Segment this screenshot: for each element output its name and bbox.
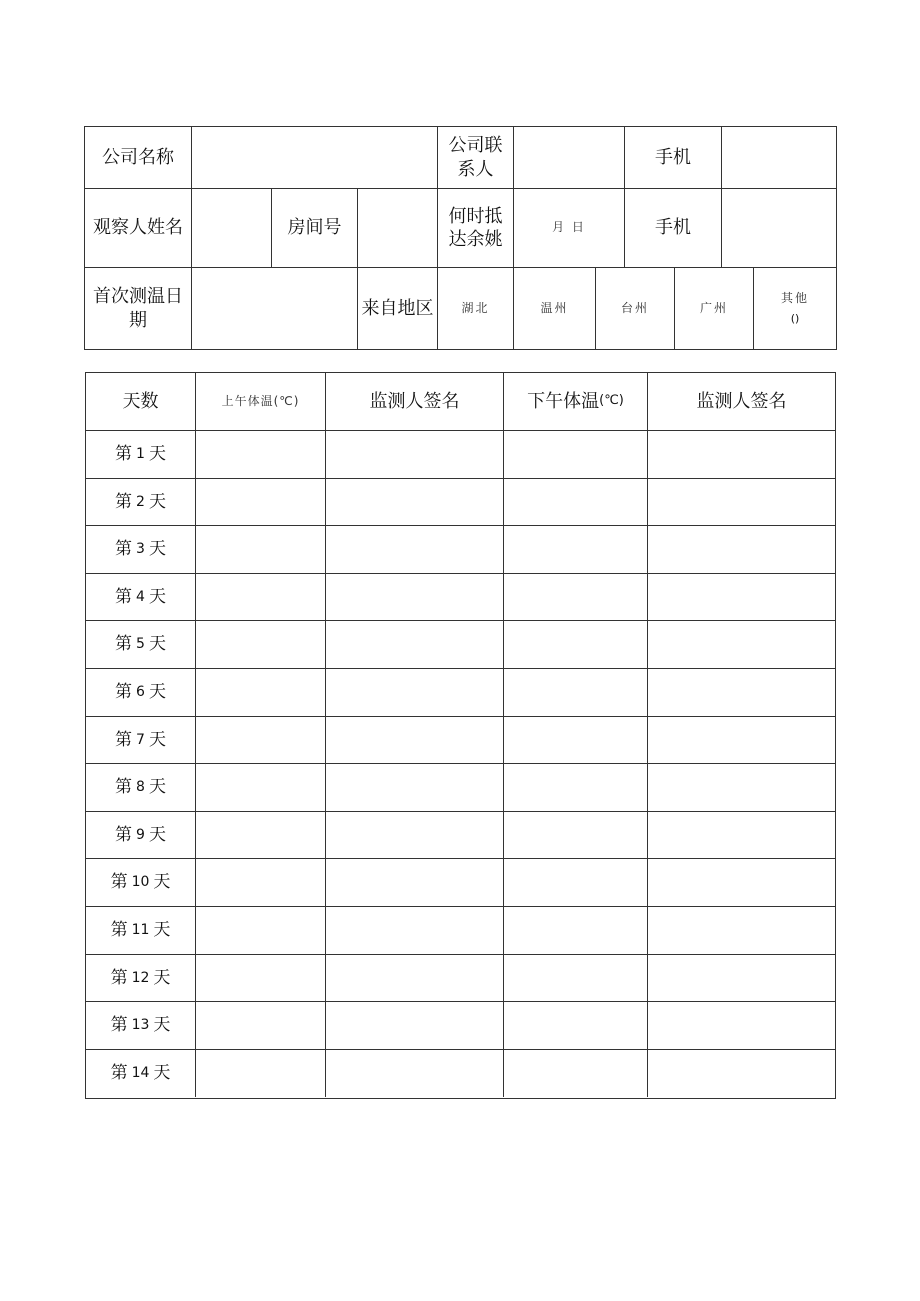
- am-signer-cell[interactable]: [326, 717, 504, 764]
- am-temp-cell[interactable]: [196, 717, 326, 764]
- am-temp-cell[interactable]: [196, 907, 326, 955]
- pm-signer-cell[interactable]: [648, 717, 835, 764]
- day-suffix: 天: [153, 967, 171, 988]
- day-label: [86, 669, 196, 717]
- day-label: [86, 431, 196, 479]
- pm-signer-cell[interactable]: [648, 431, 835, 479]
- phone-label-2: 手机: [625, 189, 722, 268]
- origin-label: 来自地区: [358, 268, 438, 349]
- am-signer-cell[interactable]: [326, 955, 504, 1002]
- pm-signer-cell[interactable]: [648, 1050, 835, 1097]
- header-am-temp: 上午体温(℃): [196, 373, 326, 431]
- observer-name-label: 观察人姓名: [85, 189, 192, 268]
- am-temp-cell[interactable]: [196, 574, 326, 621]
- origin-other-label: 其他: [780, 290, 809, 305]
- am-signer-cell[interactable]: [326, 1050, 504, 1097]
- day-suffix: 天: [148, 824, 166, 845]
- day-label: [86, 1002, 196, 1050]
- day-label: [86, 764, 196, 812]
- pm-temp-cell[interactable]: [504, 907, 648, 955]
- day-number: 3: [136, 541, 145, 558]
- am-signer-cell[interactable]: [326, 574, 504, 621]
- day-prefix: 第: [110, 967, 128, 988]
- pm-signer-cell[interactable]: [648, 859, 835, 907]
- day-number: 5: [136, 636, 145, 653]
- am-signer-cell[interactable]: [326, 764, 504, 812]
- day-prefix: 第: [115, 491, 133, 512]
- company-name-label: 公司名称: [85, 127, 192, 189]
- origin-option-wenzhou[interactable]: 温州: [514, 268, 596, 349]
- pm-temp-cell[interactable]: [504, 812, 648, 859]
- am-signer-cell[interactable]: [326, 1002, 504, 1050]
- day-label: [86, 955, 196, 1002]
- day-label: [86, 717, 196, 764]
- pm-signer-cell[interactable]: [648, 574, 835, 621]
- pm-signer-cell[interactable]: [648, 812, 835, 859]
- day-suffix: 天: [148, 729, 166, 750]
- day-prefix: 第: [110, 872, 128, 893]
- pm-signer-cell[interactable]: [648, 479, 835, 526]
- am-signer-cell[interactable]: [326, 526, 504, 574]
- day-suffix: 天: [153, 872, 171, 893]
- phone-field-2[interactable]: [722, 189, 836, 268]
- am-temp-cell[interactable]: [196, 479, 326, 526]
- day-label: [86, 479, 196, 526]
- am-temp-cell[interactable]: [196, 764, 326, 812]
- room-label: 房间号: [272, 189, 358, 268]
- day-prefix: 第: [115, 444, 133, 465]
- day-prefix: 第: [110, 1015, 128, 1036]
- day-number: 8: [136, 779, 145, 796]
- am-signer-cell[interactable]: [326, 859, 504, 907]
- day-number: 13: [131, 1017, 150, 1034]
- am-temp-cell[interactable]: [196, 812, 326, 859]
- am-temp-cell[interactable]: [196, 859, 326, 907]
- header-days: 天数: [86, 373, 196, 431]
- day-prefix: 第: [110, 1063, 128, 1084]
- pm-signer-cell[interactable]: [648, 955, 835, 1002]
- company-contact-field[interactable]: [514, 127, 625, 189]
- day-suffix: 天: [148, 444, 166, 465]
- am-signer-cell[interactable]: [326, 812, 504, 859]
- day-prefix: 第: [115, 586, 133, 607]
- pm-signer-cell[interactable]: [648, 1002, 835, 1050]
- pm-temp-cell[interactable]: [504, 859, 648, 907]
- pm-temp-cell[interactable]: [504, 526, 648, 574]
- day-suffix: 天: [148, 539, 166, 560]
- pm-signer-cell[interactable]: [648, 669, 835, 717]
- arrival-label: 何时抵达余姚: [438, 189, 514, 268]
- header-am-signer: 监测人签名: [326, 373, 504, 431]
- day-number: 4: [136, 588, 145, 605]
- day-number: 11: [131, 922, 150, 939]
- am-signer-cell[interactable]: [326, 621, 504, 669]
- pm-signer-cell[interactable]: [648, 621, 835, 669]
- day-label: [86, 574, 196, 621]
- day-prefix: 第: [115, 634, 133, 655]
- temperature-log-table: [85, 372, 836, 1099]
- am-signer-cell[interactable]: [326, 669, 504, 717]
- pm-temp-cell[interactable]: [504, 621, 648, 669]
- phone-label-1: 手机: [625, 127, 722, 189]
- origin-option-other[interactable]: [754, 268, 836, 349]
- day-number: 7: [136, 731, 145, 748]
- day-prefix: 第: [115, 682, 133, 703]
- pm-temp-cell[interactable]: [504, 955, 648, 1002]
- origin-option-hubei[interactable]: 湖北: [438, 268, 514, 349]
- arrival-date-field[interactable]: 月 日: [514, 189, 625, 268]
- header-pm-signer: 监测人签名: [648, 373, 835, 431]
- day-prefix: 第: [115, 777, 133, 798]
- pm-signer-cell[interactable]: [648, 764, 835, 812]
- day-number: 2: [136, 493, 145, 510]
- observer-name-field[interactable]: [192, 189, 272, 268]
- day-number: 1: [136, 446, 145, 463]
- pm-signer-cell[interactable]: [648, 526, 835, 574]
- header-pm-temp-unit: (℃): [599, 393, 624, 409]
- header-pm-temp: [504, 373, 648, 431]
- day-prefix: 第: [115, 539, 133, 560]
- am-signer-cell[interactable]: [326, 431, 504, 479]
- pm-temp-cell[interactable]: [504, 717, 648, 764]
- day-label: [86, 907, 196, 955]
- day-label: [86, 812, 196, 859]
- day-suffix: 天: [148, 586, 166, 607]
- day-number: 14: [131, 1065, 150, 1082]
- am-temp-cell[interactable]: [196, 526, 326, 574]
- origin-other-paren: (): [790, 312, 800, 326]
- pm-signer-cell[interactable]: [648, 907, 835, 955]
- day-suffix: 天: [148, 634, 166, 655]
- am-temp-cell[interactable]: [196, 431, 326, 479]
- am-temp-cell[interactable]: [196, 621, 326, 669]
- day-number: 6: [136, 684, 145, 701]
- first-temp-date-label: 首次测温日期: [85, 268, 192, 349]
- day-label: [86, 526, 196, 574]
- info-table: [84, 126, 837, 350]
- day-label: [86, 621, 196, 669]
- am-temp-cell[interactable]: [196, 1002, 326, 1050]
- day-label: [86, 1050, 196, 1097]
- pm-temp-cell[interactable]: [504, 1002, 648, 1050]
- pm-temp-cell[interactable]: [504, 669, 648, 717]
- day-number: 12: [131, 969, 150, 986]
- header-pm-temp-main: 下午体温: [527, 390, 600, 412]
- day-prefix: 第: [110, 920, 128, 941]
- day-suffix: 天: [153, 1015, 171, 1036]
- day-number: 9: [136, 826, 145, 843]
- pm-temp-cell[interactable]: [504, 431, 648, 479]
- am-temp-cell[interactable]: [196, 1050, 326, 1097]
- am-temp-cell[interactable]: [196, 955, 326, 1002]
- day-suffix: 天: [148, 491, 166, 512]
- company-name-field[interactable]: [192, 127, 438, 189]
- phone-field-1[interactable]: [722, 127, 836, 189]
- am-signer-cell[interactable]: [326, 907, 504, 955]
- day-prefix: 第: [115, 824, 133, 845]
- pm-temp-cell[interactable]: [504, 479, 648, 526]
- origin-option-guangzhou[interactable]: 广州: [675, 268, 754, 349]
- day-suffix: 天: [148, 777, 166, 798]
- am-signer-cell[interactable]: [326, 479, 504, 526]
- room-field[interactable]: [358, 189, 438, 268]
- day-suffix: 天: [148, 682, 166, 703]
- day-prefix: 第: [115, 729, 133, 750]
- day-number: 10: [131, 874, 150, 891]
- am-temp-cell[interactable]: [196, 669, 326, 717]
- company-contact-label: 公司联系人: [438, 127, 514, 189]
- first-temp-date-field[interactable]: [192, 268, 358, 349]
- day-label: [86, 859, 196, 907]
- pm-temp-cell[interactable]: [504, 1050, 648, 1097]
- pm-temp-cell[interactable]: [504, 574, 648, 621]
- day-suffix: 天: [153, 1063, 171, 1084]
- pm-temp-cell[interactable]: [504, 764, 648, 812]
- origin-option-taizhou[interactable]: 台州: [596, 268, 675, 349]
- day-suffix: 天: [153, 920, 171, 941]
